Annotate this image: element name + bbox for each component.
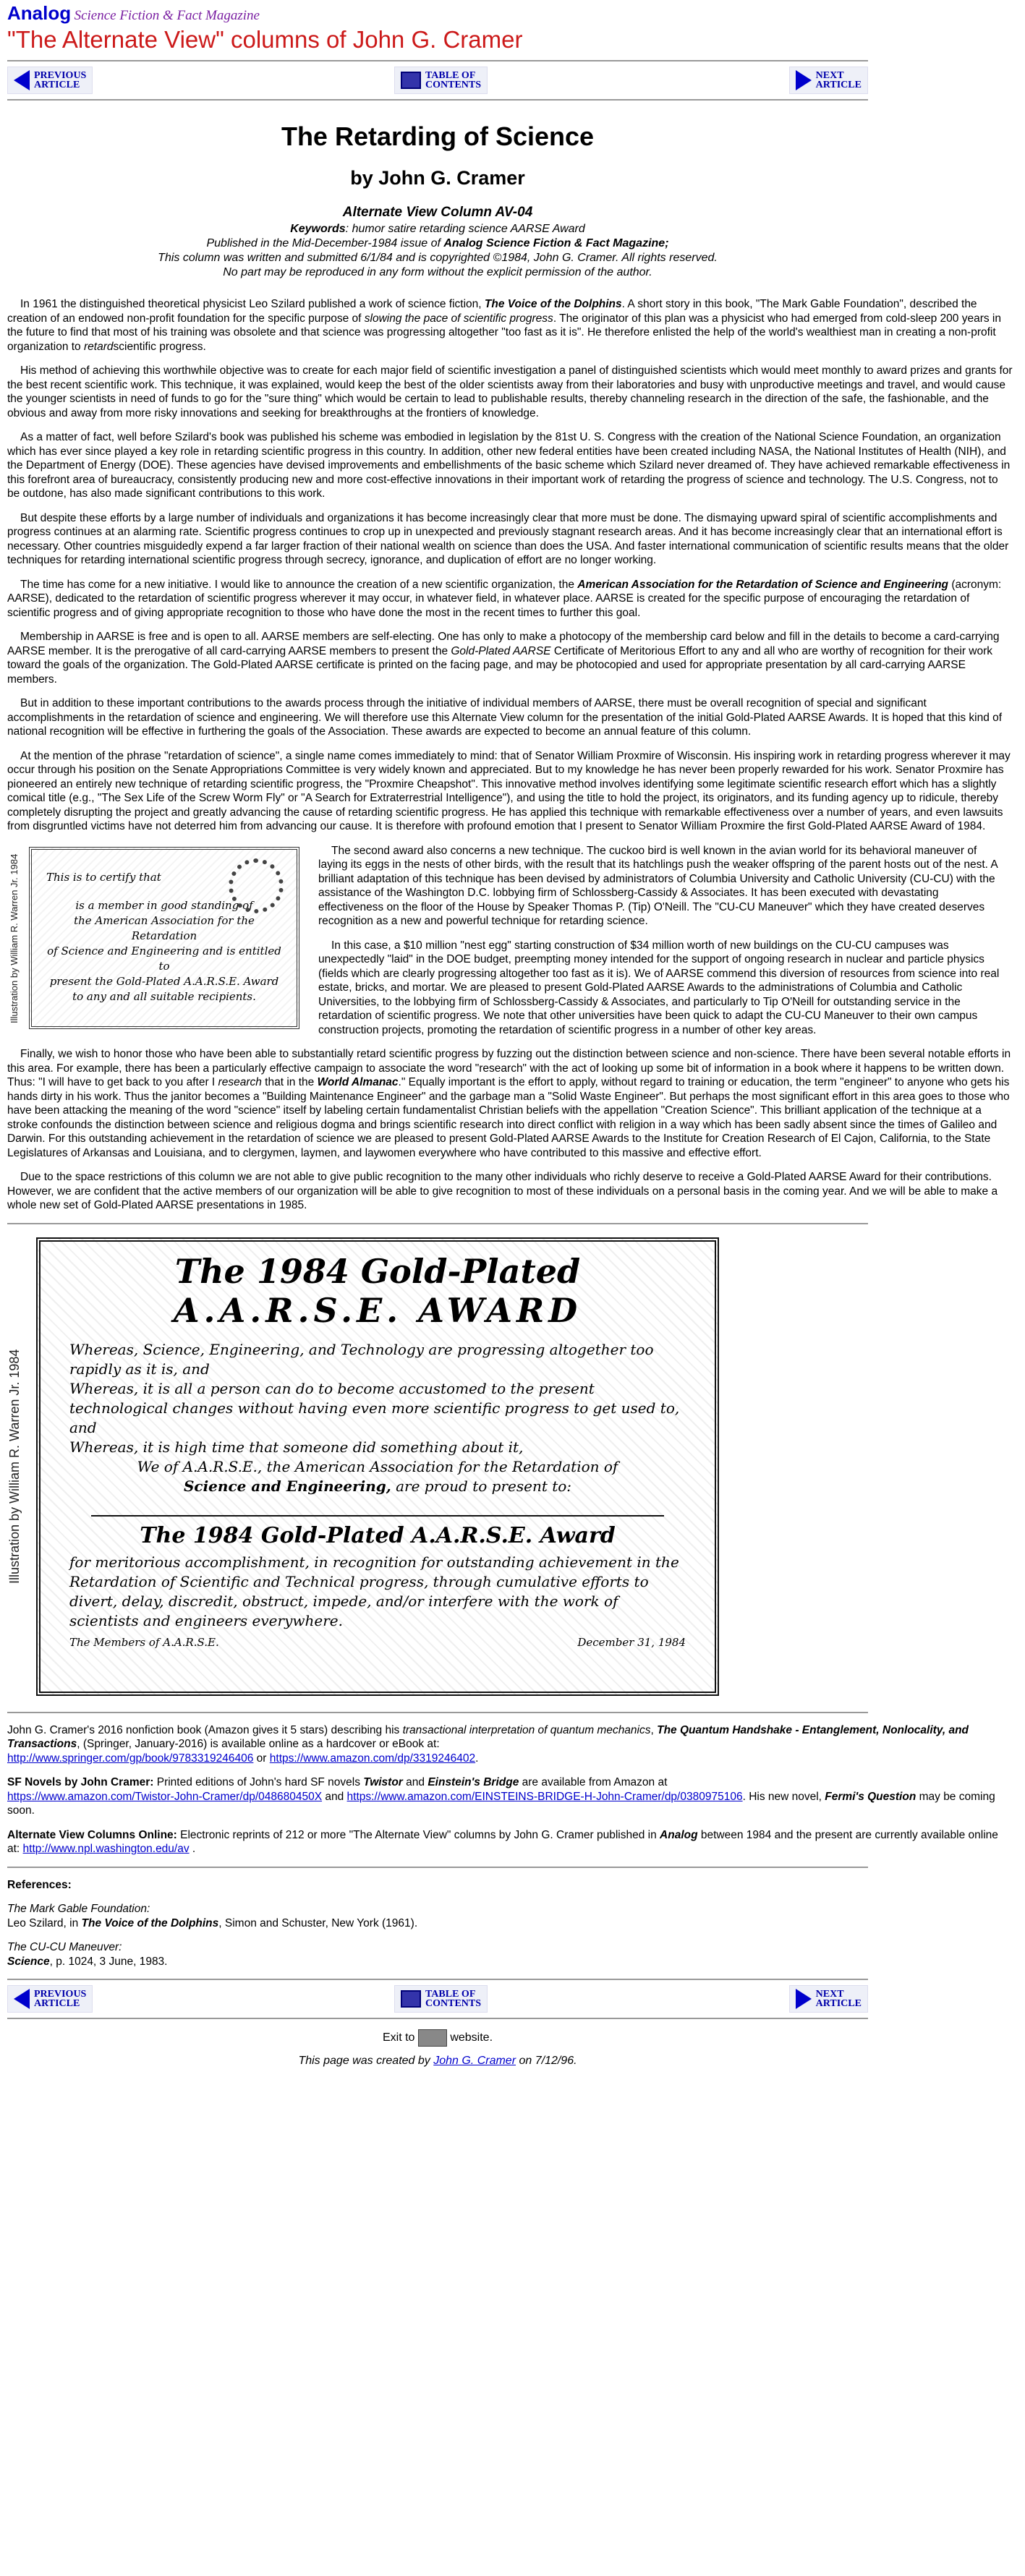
paragraph: The time has come for a new initiative. I would like to announce the creation of a new scientific organization, the American Association for the Retardation of Science and Engineering (acronym: AARSE), dedicated to the retardation of scientific progress wherever it may occur, in whatever field, in whatever place. AARSE is created for the specific purpose of encouraging the retardation of scientific progress and of giving appropriate recognition to those who have done the most in the recent times to further this goal.	[7, 578, 1002, 619]
paragraph: In this case, a $10 million "nest egg" starting construction of $34 million worth of new buildings on the CU-CU campuses was unexpectedly "laid" in the DOE budget, preempting money intended for the support of ongoing research in nuclear and particle physics (fields which are clearly progressing altogether too fast as it is). We of AARSE commend this diversion of resources from science into real estate, bricks, and mortar. We are pleased to present Gold-Plated AARSE Awards to the administrations of Columbia and Catholic Universities, to the lobbying firm of Schlossberg-Cassidy & Associates, and particularly to Tip O'Neill for outstanding service in the retardation of scientific progress. We note that other universities have been quick to adapt the CU-CU Maneuver to their own campus construction projects, promoting the retardation of scientific progress in a number of other key areas.	[318, 939, 1000, 1036]
membership-card: This is to certify that is a member in good standing of the American Association for the Retardation of Science and Engineering and is entitled to present the Gold-Plated A.A.R.S.E. Award to any and all suitable recipients.	[29, 847, 299, 1029]
exit-line: Exit to website.	[7, 2029, 868, 2047]
divider	[7, 1223, 868, 1224]
arrow-left-icon	[14, 70, 30, 90]
nav-bar-bottom	[7, 1980, 868, 2018]
prev-label-2: ARTICLE	[34, 80, 80, 90]
article-author: by John G. Cramer	[350, 167, 525, 189]
award-certificate	[36, 1237, 719, 1696]
gear-icon	[229, 858, 284, 913]
award-citation: for meritorious accomplishment, in recognition for outstanding achievement in the Retardation of Scientific and Technical progress, through cumulative efforts to divert, delay, discredit, obstruct, impede, and/or interfere with the work of scientists and engineers everywhere.	[69, 1553, 679, 1629]
twistor-link[interactable]: https://www.amazon.com/Twistor-John-Cramer/dp/048680450X	[7, 1790, 323, 1803]
av-online-note: Alternate View Columns Online: Electronic reprints of 212 or more "The Alternate View" columns by John G. Cramer published in Analog between 1984 and the present are currently available online at: http://www.npl.washington.edu/av .	[7, 1828, 998, 1855]
next-article-button[interactable]	[789, 67, 868, 94]
paragraph: His method of achieving this worthwhile objective was to create for each major field of scientific investigation a panel of distinguished scientists which would meet monthly to award prizes and grants for the best recent scientific work. This technique, it was explained, would keep the best of the older scientists away from their laboratories and busy with unproductive meetings and travel, and would cause the younger scientists in need of funds to go for the "sure thing" which would be certain to lead to publishable results, thereby channeling research in the direction of the safe, the fashionable, and the obvious and away from more risky innovations and seeking for breakthroughs at the frontiers of knowledge.	[7, 364, 1013, 419]
rights-line: No part may be reproduced in any form without the explicit permission of the author.	[223, 266, 652, 278]
amazon-book-link[interactable]: https://www.amazon.com/dp/3319246402	[269, 1752, 476, 1765]
prev-article-button[interactable]: PREVIOUS ARTICLE	[7, 1985, 93, 2013]
illustration-credit: Illustration by William R. Warren Jr. 1984	[9, 853, 20, 1023]
book-icon	[401, 1990, 421, 2008]
next-label-1: NEXT	[815, 70, 844, 81]
article-meta	[7, 203, 868, 280]
sf-novels-note: SF Novels by John Cramer: Printed editions of John's hard SF novels Twistor and Einstein's Bridge are available from Amazon at https://www.amazon.com/Twistor-John-Cramer/dp/048680450X and https://www.amazon.com/EINSTEINS-BRIDGE-H-John-Cramer/dp/0380975106. His new novel, Fermi's Question may be coming soon.	[7, 1776, 995, 1817]
certificate-subtitle: A.A.R.S.E. AWARD	[173, 1290, 582, 1330]
membership-card-illustration	[7, 844, 304, 1033]
arrow-right-icon	[796, 1989, 812, 2009]
award-name: The 1984 Gold-Plated A.A.R.S.E. Award	[140, 1522, 616, 1548]
illustration-credit: Illustration by William R. Warren Jr. 1984	[7, 1349, 22, 1584]
paragraph: But in addition to these important contributions to the awards process through the initiative of individual members of AARSE, there must be overall recognition of special and significant accomplishments in the retardation of science and engineering. We will therefore use this Alternate View column for the presentation of the initial Gold-Plated AARSE Awards. It is hoped that this kind of national recognition will be effective in furthering the goals of the Association. These awards are expected to become an annual feature of this column.	[7, 697, 1003, 738]
reference-item: The Mark Gable Foundation: Leo Szilard, in The Voice of the Dolphins, Simon and Schuster, New York (1961).	[7, 1903, 418, 1929]
book-icon	[401, 72, 421, 89]
recipient-line	[91, 1515, 664, 1517]
keywords-line: Keywords: humor satire retarding science AARSE Award	[290, 223, 585, 235]
divider	[7, 2018, 868, 2019]
toc-label-2: CONTENTS	[425, 80, 482, 90]
einsteins-bridge-link[interactable]: https://www.amazon.com/EINSTEINS-BRIDGE-H-John-Cramer/dp/0380975106	[346, 1790, 743, 1803]
paragraph: In 1961 the distinguished theoretical physicist Leo Szilard published a work of science fiction, The Voice of the Dolphins. A short story in this book, "The Mark Gable Foundation", described the creation of an endowed non-profit foundation for the specific purpose of slowing the pace of scientific progress. The originator of this plan was a physicist who had emerged from cold-sleep 200 years in the future to find that most of his training was obsolete and that science was progressing altogether "too fast as it is". He therefore enlisted the help of the world's wealthiest man in creating a non-profit organization to retardscientific progress.	[7, 298, 1001, 353]
arrow-left-icon	[14, 1989, 30, 2009]
references-label: References:	[7, 1878, 72, 1891]
references	[7, 1878, 1003, 1969]
book-note: John G. Cramer's 2016 nonfiction book (Amazon gives it 5 stars) describing his transactional interpretation of quantum mechanics, The Quantum Handshake - Entanglement, Nonlocality, and Transactions, (Springer, January-2016) is available online as a hardcover or eBook at: http://www.springer.com/gp/book/9783319246406 or https://www.amazon.com/dp/3319246402.	[7, 1723, 969, 1765]
paragraph: At the mention of the phrase "retardation of science", a single name comes immediately to mind: that of Senator William Proxmire of Wisconsin. His inspiring work in retarding progress wherever it may occur through his position on the Senate Appropriations Committee is very widely known and appreciated. But to my knowledge he has never been properly rewarded for his work. Senator Proxmire has pioneered an entirely new technique of retarding scientific progress, the "Proxmire Cheapshot". This innovative method involves identifying some legitimate scientific research effort which has a slightly comical title (e.g., "The Sex Life of the Screw Worm Fly" or "A Search for Extraterrestrial Intelligence"), and using the title to hold the project, its originators, and its funding agency up to ridicule, thereby completely disrupting the project and greatly advancing the cause of retarding scientific progress. He has applied this technique with remarkable effectiveness over a number of years, and even lawsuits from disgruntled victims have not deterred him from advancing our cause. It is therefore with profound emotion that I present to Senator William Proxmire the first Gold-Plated AARSE Award of 1984.	[7, 749, 1011, 832]
column-number: Alternate View Column AV-04	[342, 205, 533, 220]
table-of-contents-button[interactable]: TABLE OF CONTENTS	[394, 1985, 488, 2013]
analog-logo[interactable]: Analog	[7, 2, 72, 24]
paragraph: Membership in AARSE is free and is open to all. AARSE members are self-electing. One has only to make a photocopy of the membership card below and fill in the details to become a card-carrying AARSE member. It is the prerogative of all card-carrying AARSE members to present the Gold-Plated AARSE Certificate of Meritorious Effort to any and all who are worthy of recognition for their work toward the goals of the organization. The Gold-Plated AARSE certificate is printed on the facing page, and may be photocopied and used for appropriate presentation by all card-carrying AARSE members.	[7, 631, 1000, 686]
paragraph: Finally, we wish to honor those who have been able to substantially retard scientific progress by fuzzing out the distinction between science and non-science. There have been several notable efforts in this area. For example, there has been a particularly effective campaign to associate the word "research" with the act of looking up some bit of information in a book where it happens to be written down. Thus: "I will have to get back to you after I research that in the World Almanac." Equally important is the effort to apply, without regard to training or education, the term "engineer" to anyone who gets his hands dirty in his work. Thus the janitor becomes a "Building Maintenance Engineer" and the garbage man a "Solid Waste Engineer". But perhaps the most significant effort in this area goes to those who have been attacking the meaning of the word "science" itself by labeling certain fundamentalist Christian beliefs with the appellation "Creation Science". This brilliant application of the technique at a stroke confounds the distinction between science and religious dogma and brings scientific research into direct conflict with religion in a way which has been sadly absent since the times of Galileo and Darwin. For this outstanding achievement in the retardation of science we are pleased to present Gold-Plated AARSE Awards to the Institute for Creation Research of El Cajon, California, to the State Legislatures of Arkansas and Louisiana, and to clergymen, laymen, and laywomen everywhere who have contributed to this massive and effective effort.	[7, 1048, 1011, 1159]
next-article-button[interactable]: NEXT ARTICLE	[789, 1985, 868, 2013]
divider	[7, 99, 868, 101]
site-title: "The Alternate View" columns of John G. Cramer	[7, 26, 523, 53]
created-line: This page was created by John G. Cramer on 7/12/96.	[298, 2055, 577, 2067]
nav-bar-top	[7, 61, 868, 99]
published-line: Published in the Mid-December-1984 issue of Analog Science Fiction & Fact Magazine;	[206, 237, 669, 250]
copyright-line: This column was written and submitted 6/1/84 and is copyrighted ©1984, John G. Cramer. All rights reserved.	[158, 252, 718, 264]
certificate-footer	[69, 1635, 686, 1650]
brand-header	[7, 2, 1003, 24]
av-archive-link[interactable]: http://www.npl.washington.edu/av	[22, 1843, 190, 1855]
next-label-2: ARTICLE	[815, 80, 862, 90]
certificate-date: December 31, 1984	[577, 1635, 686, 1649]
paragraph: But despite these efforts by a large number of individuals and organizations it has become increasingly clear that more must be done. The dismaying upward spiral of scientific accomplishments and progress continues at an alarming rate. Scientific progress continues to crop up in unexpected and previously stagnant research areas. And it has become increasingly clear that an international effort is necessary. Other countries misguidedly expend a far larger fraction of their national wealth on science than does the USA. And faster international communication of scientific results means that the older techniques for retarding international scientific progress through secrecy, ignorance, and duplication of effort are no longer working.	[7, 511, 1009, 566]
article-title: The Retarding of Science	[281, 121, 595, 151]
prev-article-button[interactable]	[7, 67, 93, 94]
award-certificate-illustration	[7, 1233, 723, 1700]
certificate-body: Whereas, Science, Engineering, and Technology are progressing altogether too rapidly as it is, and Whereas, it is all a person can do to become accustomed to the present technological changes without having even more scientific progress to get used to, and Whereas, it is high time that someone did something about it, We of A.A.R.S.E., the American Association for the Retardation of Science and Engineering, are proud to present to:	[69, 1340, 680, 1495]
certificate-title: The 1984 Gold-Plated	[174, 1251, 581, 1291]
paragraph: Due to the space restrictions of this column we are not able to give public recognition to the many other individuals who richly deserve to receive a Gold-Plated AARSE Award for their contributions. However, we are confident that the active members of our organization will be able to give recognition to most of these individuals on a personal basis in the coming year. And we will be able to make a whole new set of Gold-Plated AARSE presentations in 1985.	[7, 1171, 998, 1211]
author-link[interactable]: John G. Cramer	[433, 2055, 516, 2067]
certificate-members: The Members of A.A.R.S.E.	[69, 1635, 219, 1649]
table-of-contents-button[interactable]	[394, 67, 488, 94]
footer-section	[7, 1723, 1003, 1856]
springer-link[interactable]: http://www.springer.com/gp/book/9783319246406	[7, 1752, 254, 1765]
reference-item: The CU-CU Maneuver: Science, p. 1024, 3 June, 1983.	[7, 1941, 168, 1968]
brand-subtitle: Science Fiction & Fact Magazine	[74, 8, 260, 23]
arrow-right-icon	[796, 70, 812, 90]
analog-website-logo-icon[interactable]	[418, 2029, 447, 2047]
toc-label-1: TABLE OF	[425, 70, 476, 81]
paragraph: As a matter of fact, well before Szilard's book was published his scheme was embodied in legislation by the 81st U. S. Congress with the creation of the National Science Foundation, an organization which has ever since played a key role in retarding scientific progress in this country. In addition, other new federal entities have been created including NASA, the National Institutes of Health (NIH), and the Department of Energy (DOE). These agencies have devised improvements and embellishments of the basic scheme which Szilard never dreamed of. They have achieved remarkable effectiveness in this forefront area of bureaucracy, consistently producing new and more cost-effective innovations in their important work of retarding the progress of science and technology. The U.S. Congress, not to be outdone, has also made significant contributions to this work.	[7, 431, 1011, 500]
prev-label-1: PREVIOUS	[34, 70, 87, 81]
paragraph: The second award also concerns a new technique. The cuckoo bird is well known in the avian world for its behavioral maneuver of laying its eggs in the nests of other birds, with the result that its hatchlings push the weaker offspring of the parent hosts out of the nest. A brilliant adaptation of this technique has been devised by administrators of Columbia University and Catholic University (CU-CU) with the assistance of the Washington D.C. lobbying firm of Schlossberg-Cassidy & Associates. It has been executed with devastating effectiveness on the floor of the House by Speaker Thomas P. (Tip) O'Neill. The "CU-CU Maneuver" which they have created deserves recognition as a new and powerful technique for retarding science.	[318, 844, 998, 927]
